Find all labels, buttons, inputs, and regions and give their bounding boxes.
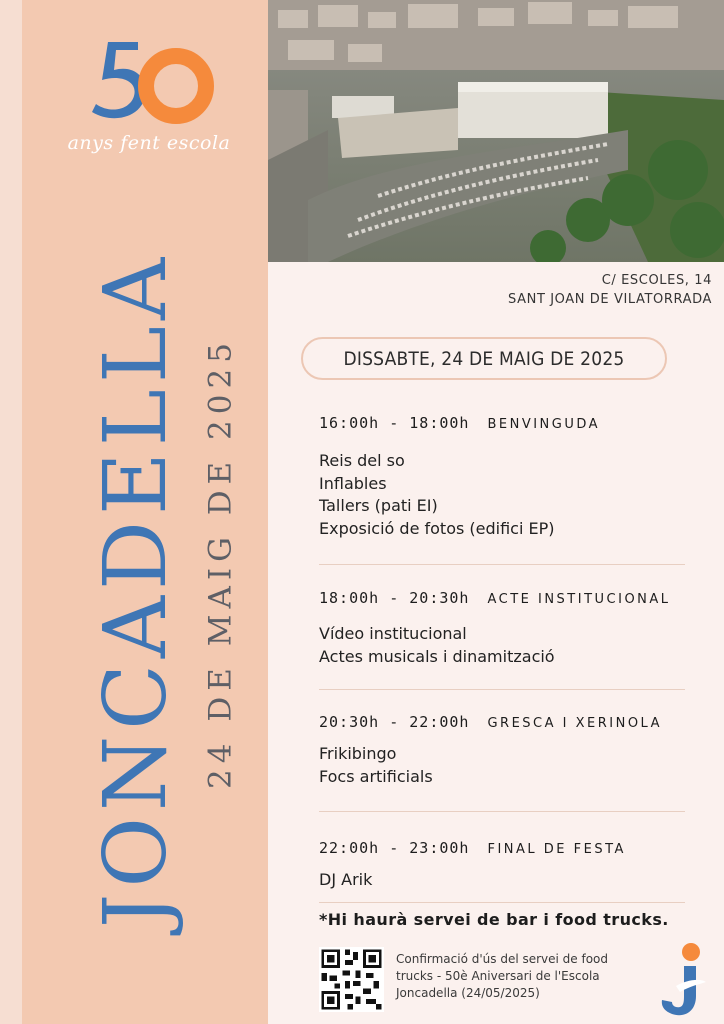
schedule-item: Actes musicals i dinamització: [319, 646, 555, 666]
schedule-time: 16:00h - 18:00h: [319, 414, 470, 432]
logo-j: [662, 966, 696, 1015]
logo-zero: [146, 56, 206, 116]
schedule-header: [319, 587, 685, 609]
schedule-time: 22:00h - 23:00h: [319, 839, 470, 857]
schedule-title: GRESCA I XERINOLA: [487, 716, 662, 731]
divider: [319, 689, 685, 690]
schedule-item: Tallers (pati EI): [319, 496, 438, 515]
divider: [319, 811, 685, 812]
bar-note: *Hi haurà servei de bar i food trucks.: [319, 910, 669, 929]
aerial-school-photo: [268, 0, 724, 262]
schedule-block: [319, 412, 685, 540]
date-banner: DISSABTE, 24 DE MAIG DE 2025: [301, 337, 667, 380]
school-j-logo: [656, 940, 710, 1018]
schedule-items: [319, 623, 685, 668]
schedule-header: [319, 711, 685, 733]
schedule-item: Frikibingo: [319, 744, 397, 763]
logo-five: [92, 42, 145, 118]
schedule-items: [319, 743, 685, 788]
schedule-items: [319, 869, 685, 892]
address-line-1: C/ ESCOLES, 14: [601, 273, 712, 288]
schedule-header: [319, 837, 685, 859]
schedule-item: Reis del so: [319, 451, 405, 470]
divider: [319, 564, 685, 565]
schedule-items: [319, 450, 685, 540]
schedule-block: [319, 711, 685, 788]
qr-code[interactable]: [319, 947, 384, 1012]
anniversary-logo: [78, 30, 218, 130]
logo-tagline: anys fent escola: [67, 132, 231, 154]
vertical-date: 24 DE MAIG DE 2025: [202, 337, 239, 789]
schedule-item: Vídeo institucional: [319, 624, 467, 643]
schedule-title: BENVINGUDA: [487, 417, 601, 432]
schedule-block: [319, 837, 685, 892]
schedule-title: FINAL DE FESTA: [487, 842, 626, 857]
schedule-title: ACTE INSTITUCIONAL: [487, 592, 671, 607]
schedule-item: Exposició de fotos (edifici EP): [319, 518, 555, 538]
vertical-title: JONCADELLA: [86, 251, 186, 929]
address-line-2: SANT JOAN DE VILATORRADA: [508, 292, 712, 307]
schedule-item: DJ Arik: [319, 870, 373, 889]
schedule-time: 20:30h - 22:00h: [319, 713, 470, 731]
schedule-header: [319, 412, 685, 434]
logo-number-text: 50: [78, 30, 80, 31]
schedule-item: Inflables: [319, 473, 387, 493]
schedule-item: Focs artificials: [319, 766, 433, 786]
qr-caption: Confirmació d'ús del servei de food trucks - 50è Aniversari de l'Escola Joncadella (24/05/2025): [396, 952, 609, 1000]
address: [508, 271, 712, 309]
schedule-block: [319, 587, 685, 668]
divider: [319, 902, 685, 903]
schedule-time: 18:00h - 20:30h: [319, 589, 470, 607]
logo-dot: [682, 943, 700, 961]
